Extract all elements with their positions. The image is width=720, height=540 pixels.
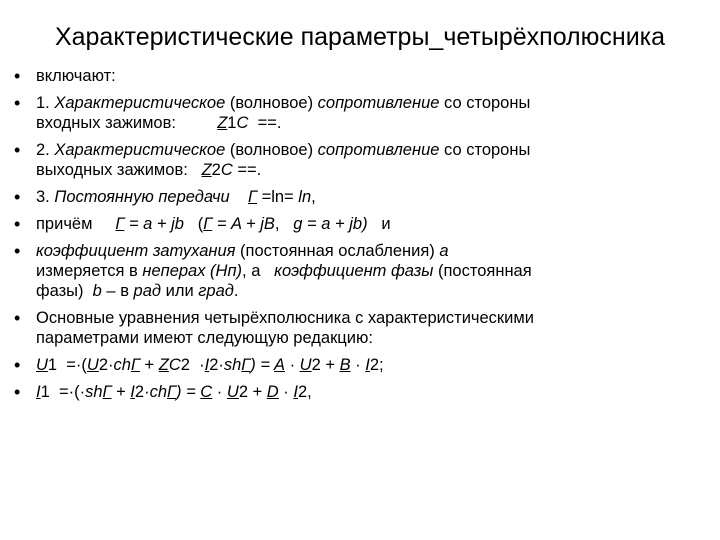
text-run: 1 =·( [47, 356, 87, 374]
text-run: a [439, 242, 449, 260]
text-run: · [278, 383, 294, 401]
text-run: ==. [248, 114, 282, 132]
text-run: I [293, 383, 298, 401]
text-run: (постоянная ослабления) [235, 242, 440, 260]
text-run: и [367, 215, 391, 233]
text-run: Г [115, 215, 125, 233]
text-run: 2· [134, 383, 150, 401]
text-run: входных зажимов: [36, 114, 218, 132]
text-run: коэффициент затухания [36, 242, 236, 260]
list-item-line [36, 261, 704, 281]
text-run: · [212, 383, 227, 401]
text-run: рад [133, 282, 162, 300]
text-run: g = a + jb) [293, 215, 368, 233]
text-run: A [273, 356, 285, 374]
text-run: 2; [369, 356, 384, 374]
list-item-line [36, 241, 704, 261]
text-run: Постоянную передачи [54, 188, 230, 206]
bullet-list [14, 66, 704, 409]
text-run: U [226, 383, 239, 401]
text-run: Г [102, 383, 112, 401]
text-run: 2 + [238, 383, 267, 401]
text-run: B [339, 356, 351, 374]
list-item [14, 241, 704, 301]
text-run: Характеристическое [54, 94, 226, 112]
list-item [14, 66, 704, 86]
text-run: ) = [175, 383, 201, 401]
text-run: Г [203, 215, 213, 233]
text-run: Z [158, 356, 169, 374]
text-run: I [204, 356, 210, 374]
text-run: выходных зажимов: [36, 161, 202, 179]
list-item [14, 214, 704, 234]
text-run: C [200, 383, 213, 401]
text-run: · [350, 356, 366, 374]
text-run: Основные уравнения четырёхполюсника с характеристическими [36, 309, 534, 327]
text-run: ch [113, 356, 131, 374]
text-run: . [233, 282, 239, 300]
text-run [230, 188, 248, 206]
list-item-line [36, 113, 704, 133]
text-run: 1 =·(· [40, 383, 86, 401]
text-run: , [311, 188, 316, 206]
text-run: I [36, 383, 41, 401]
title-underscore: _ [429, 23, 444, 51]
text-run: 2. [36, 141, 55, 159]
text-run: Z [217, 114, 228, 132]
text-run: – в [101, 282, 134, 300]
list-item-line [36, 187, 704, 207]
list-item-line [36, 308, 704, 328]
text-run: I [130, 383, 135, 401]
list-item-line [36, 355, 704, 375]
text-run: I [365, 356, 370, 374]
text-run: 3. [36, 188, 55, 206]
text-run: sh [85, 383, 103, 401]
text-run: Г [248, 188, 257, 206]
text-run: сопротивление [317, 141, 440, 159]
text-run: Характеристическое [54, 141, 226, 159]
text-run: + [139, 356, 159, 374]
text-run: Г [241, 356, 251, 374]
text-run: (постоянная [433, 262, 532, 280]
text-run: включают: [36, 67, 116, 85]
text-run: 1 [227, 114, 237, 132]
slide-title [0, 20, 720, 54]
text-run: + [111, 383, 131, 401]
text-run: неперах (Нп) [142, 262, 243, 280]
list-item-line [36, 160, 704, 180]
text-run: 2· [98, 356, 114, 374]
title-part-2: четырёхполюсника [443, 23, 666, 51]
text-run: ==. [232, 161, 262, 179]
text-run: сопротивление [317, 94, 440, 112]
text-run: , а [242, 262, 275, 280]
text-run: b [92, 282, 102, 300]
text-run: 2 + [311, 356, 340, 374]
text-run: со стороны [439, 141, 531, 159]
text-run: = A + jB [212, 215, 275, 233]
text-run: ( [184, 215, 204, 233]
list-item [14, 355, 704, 375]
list-item-line [36, 328, 704, 348]
text-run: град [198, 282, 234, 300]
text-run: Г [130, 356, 140, 374]
text-run: причём [36, 215, 116, 233]
text-run: =ln= [257, 188, 299, 206]
text-run: со стороны [439, 94, 531, 112]
list-item-line [36, 382, 704, 402]
text-run: ln [298, 188, 312, 206]
text-run: коэффициент фазы [274, 262, 434, 280]
text-run: C [168, 356, 181, 374]
text-run: sh [223, 356, 242, 374]
text-run: · [284, 356, 300, 374]
text-run: фазы) [36, 282, 93, 300]
text-run: C [220, 161, 233, 179]
list-item-line [36, 93, 704, 113]
text-run: 2 [211, 161, 221, 179]
list-item [14, 140, 704, 180]
text-run: = a + jb [124, 215, 184, 233]
list-item-line [36, 140, 704, 160]
text-run: (волновое) [225, 141, 318, 159]
text-run: Г [167, 383, 176, 401]
text-run: U [86, 356, 99, 374]
text-run: , [274, 215, 294, 233]
text-run: C [236, 114, 249, 132]
text-run: ch [149, 383, 167, 401]
text-run: Z [201, 161, 212, 179]
text-run: 2 · [180, 356, 205, 374]
list-item [14, 187, 704, 207]
title-part-1: Характеристические параметры [54, 23, 430, 51]
text-run: параметрами имеют следующую редакцию: [36, 329, 373, 347]
text-run: ) = [250, 356, 274, 374]
text-run: измеряется в [36, 262, 143, 280]
text-run: U [36, 356, 48, 374]
list-item [14, 382, 704, 402]
text-run: D [266, 383, 279, 401]
list-item [14, 308, 704, 348]
text-run: 1. [36, 94, 55, 112]
text-run: U [299, 356, 312, 374]
list-item-line [36, 66, 704, 86]
text-run: 2, [297, 383, 312, 401]
list-item-line [36, 214, 704, 234]
list-item [14, 93, 704, 133]
text-run: (волновое) [225, 94, 318, 112]
text-run: или [161, 282, 199, 300]
list-item-line [36, 281, 704, 301]
text-run: 2· [209, 356, 224, 374]
